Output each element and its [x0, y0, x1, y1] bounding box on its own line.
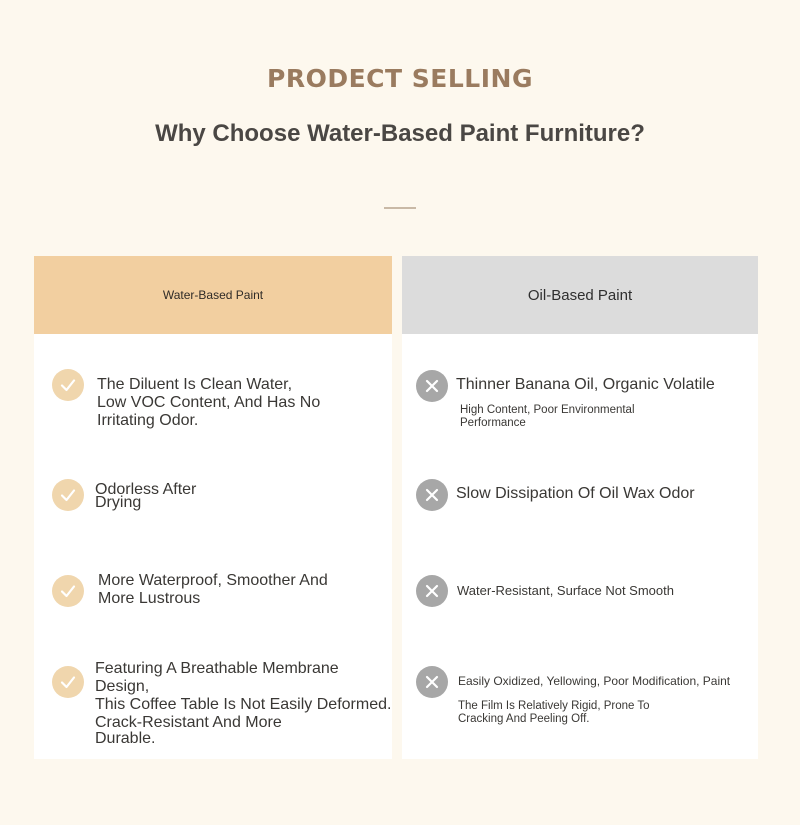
section-kicker: PRODECT SELLING	[267, 64, 533, 93]
benefit-line: The Diluent Is Clean Water,	[97, 376, 293, 393]
drawback-text: Easily Oxidized, Yellowing, Poor Modification, Paint	[458, 674, 731, 688]
drawback-text: Water-Resistant, Surface Not Smooth	[457, 583, 674, 598]
benefit-line: Irritating Odor.	[97, 412, 199, 429]
x-icon	[416, 575, 448, 607]
x-icon	[416, 666, 448, 698]
drawback-text: Thinner Banana Oil, Organic Volatile	[456, 376, 715, 393]
check-icon	[52, 666, 84, 698]
oil-based-heading: Oil-Based Paint	[527, 286, 633, 304]
benefit-line: Featuring A Breathable Membrane Design,	[95, 660, 339, 695]
benefit-line: Crack-Resistant And More	[95, 714, 282, 731]
check-icon	[52, 479, 84, 511]
x-icon	[416, 479, 448, 511]
drawback-subline: Cracking And Peeling Off.	[458, 713, 590, 725]
drawback-subline: High Content, Poor Environmental	[460, 404, 635, 416]
benefit-line: Odorless After	[95, 481, 197, 498]
water-based-heading: Water-Based Paint	[162, 288, 264, 302]
water-based-column	[34, 256, 392, 759]
water-based-header	[34, 256, 392, 334]
drawback-subline: The Film Is Relatively Rigid, Prone To	[458, 700, 650, 712]
benefit-line: Durable.	[95, 730, 156, 747]
oil-based-header	[402, 256, 758, 334]
check-icon	[52, 575, 84, 607]
page-title: Why Choose Water-Based Paint Furniture?	[155, 120, 645, 147]
oil-based-column	[402, 256, 758, 759]
benefit-line: Low VOC Content, And Has No	[97, 394, 321, 411]
benefit-line: Drying	[95, 494, 142, 511]
benefit-line: More Lustrous	[98, 590, 201, 607]
x-icon	[416, 370, 448, 402]
check-icon	[52, 369, 84, 401]
drawback-text: Slow Dissipation Of Oil Wax Odor	[456, 485, 695, 502]
benefit-line: This Coffee Table Is Not Easily Deformed.	[95, 696, 392, 713]
drawback-subline: Performance	[460, 417, 526, 429]
title-divider	[384, 207, 416, 209]
benefit-line: More Waterproof, Smoother And	[98, 572, 328, 589]
